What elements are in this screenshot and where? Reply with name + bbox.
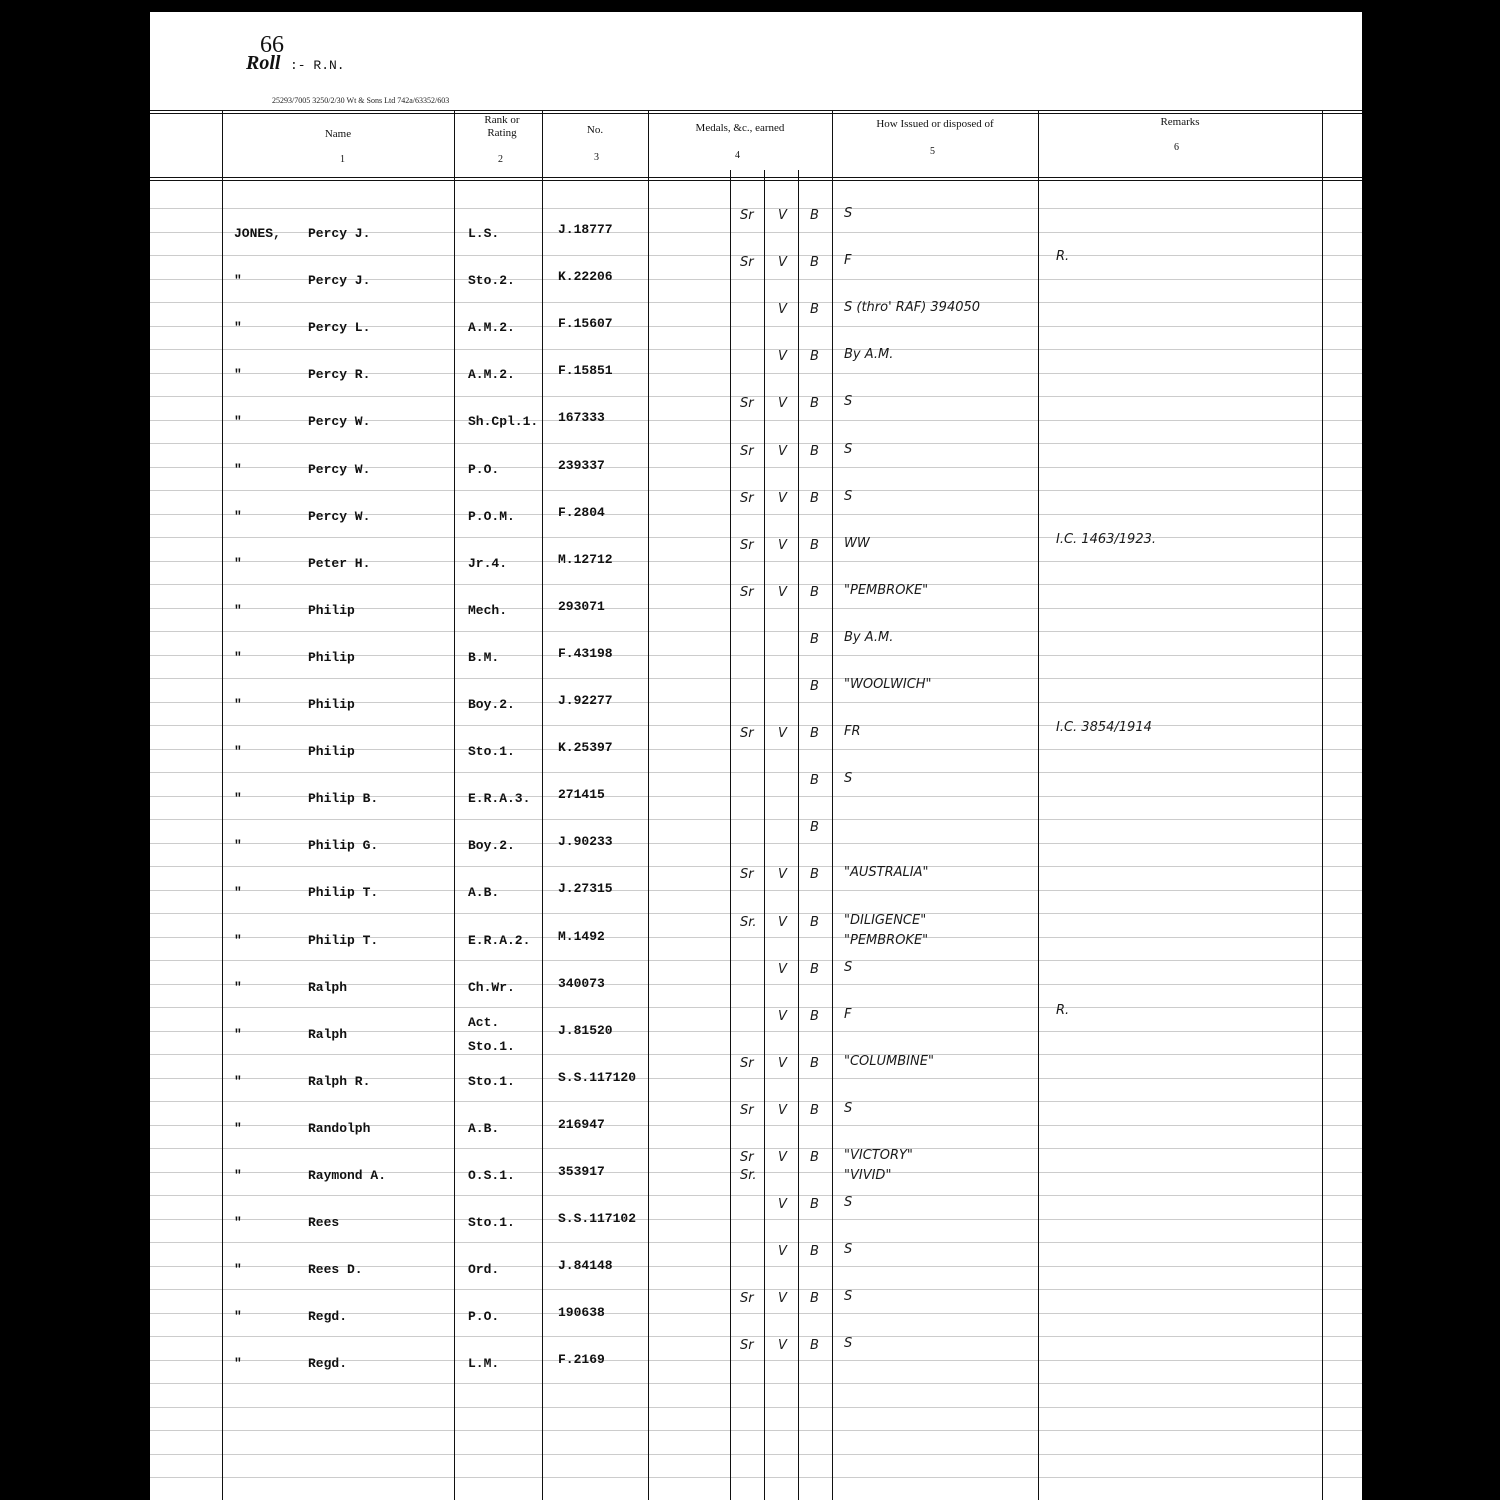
- column-number-remarks: 6: [1174, 142, 1179, 153]
- victory-medal-mark: V: [778, 1244, 787, 1259]
- surname-cell: ": [234, 744, 242, 759]
- issued-cell: F: [844, 1007, 852, 1022]
- column-header-remarks: Remarks: [1160, 116, 1200, 128]
- roll-suffix: :- R.N.: [290, 58, 345, 73]
- victory-medal-mark: V: [778, 491, 787, 506]
- victory-medal-mark: V: [778, 1056, 787, 1071]
- forename-cell: Percy R.: [308, 367, 371, 382]
- rank-cell: A.B.: [468, 1121, 500, 1136]
- victory-medal-mark: V: [778, 726, 787, 741]
- service-number-cell: 190638: [558, 1305, 605, 1320]
- surname-cell: ": [234, 1356, 242, 1371]
- forename-cell: Percy J.: [308, 226, 371, 241]
- forename-cell: Ralph: [308, 980, 348, 995]
- print-reference: 25293/7005 3250/2/30 Wt & Sons Ltd 742a/63352/603: [272, 96, 450, 105]
- surname-cell: ": [234, 320, 242, 335]
- forename-cell: Rees D.: [308, 1262, 363, 1277]
- victory-medal-mark: V: [778, 915, 787, 930]
- rank-cell: A.B.: [468, 885, 500, 900]
- star-medal-mark: Sr: [740, 1338, 754, 1353]
- british-medal-mark: B: [810, 396, 819, 411]
- british-medal-mark: B: [810, 1197, 819, 1212]
- roll-row: [150, 1101, 1362, 1155]
- remarks-cell: I.C. 3854/1914: [1056, 720, 1152, 735]
- british-medal-mark: B: [810, 1009, 819, 1024]
- service-number-cell: F.2804: [558, 505, 605, 520]
- star-medal-mark: Sr: [740, 1291, 754, 1306]
- service-number-cell: 239337: [558, 458, 605, 473]
- surname-cell: ": [234, 462, 242, 477]
- service-number-cell: 293071: [558, 599, 605, 614]
- roll-sheet: [150, 12, 1362, 1500]
- forename-cell: Philip: [308, 697, 355, 712]
- service-number-cell: 340073: [558, 976, 605, 991]
- roll-row: [150, 1003, 1362, 1061]
- forename-cell: Ralph R.: [308, 1074, 371, 1089]
- star-medal-mark: Sr: [740, 255, 754, 270]
- remarks-cell: R.: [1056, 249, 1070, 264]
- issued-cell: S: [844, 489, 853, 504]
- british-medal-mark: B: [810, 867, 819, 882]
- star-medal-mark: Sr.: [740, 915, 757, 930]
- issued-cell: By A.M.: [844, 630, 894, 645]
- roll-row: [150, 820, 1362, 872]
- remarks-cell: R.: [1056, 1003, 1070, 1018]
- roll-row: [150, 532, 1362, 590]
- forename-cell: Philip T.: [308, 885, 379, 900]
- roll-row: [150, 489, 1362, 543]
- page-number: 66: [260, 32, 284, 58]
- victory-medal-mark: V: [778, 1150, 787, 1165]
- british-medal-mark: B: [810, 1244, 819, 1259]
- rank-cell: Boy.2.: [468, 838, 515, 853]
- service-number-cell: S.S.117102: [558, 1211, 637, 1226]
- rank-cell: Sto.1.: [468, 1215, 515, 1230]
- forename-cell: Raymond A.: [308, 1168, 387, 1183]
- forename-cell: Philip T.: [308, 933, 379, 948]
- rank-cell: Sto.2.: [468, 273, 515, 288]
- british-medal-mark: B: [810, 585, 819, 600]
- star-medal-mark: Sr: [740, 538, 754, 553]
- rank-cell: E.R.A.2.: [468, 933, 531, 948]
- star-medal-mark: Sr: [740, 726, 754, 741]
- british-medal-mark: B: [810, 679, 819, 694]
- british-medal-mark: B: [810, 915, 819, 930]
- issued-cell: S: [844, 1242, 853, 1257]
- victory-medal-mark: V: [778, 962, 787, 977]
- issued-cell: S: [844, 394, 853, 409]
- rank-cell: L.M.: [468, 1356, 500, 1371]
- surname-cell: ": [234, 697, 242, 712]
- service-number-cell: J.27315: [558, 881, 613, 896]
- issued-cell: "COLUMBINE": [844, 1054, 934, 1069]
- service-number-cell: M.1492: [558, 929, 605, 944]
- victory-medal-mark: V: [778, 1338, 787, 1353]
- surname-cell: ": [234, 603, 242, 618]
- issued-cell: "WOOLWICH": [844, 677, 932, 692]
- british-medal-mark: B: [810, 444, 819, 459]
- service-number-cell: F.2169: [558, 1352, 605, 1367]
- rank-cell: A.M.2.: [468, 320, 515, 335]
- issued-cell: F: [844, 253, 852, 268]
- surname-cell: ": [234, 980, 242, 995]
- service-number-cell: M.12712: [558, 552, 613, 567]
- remarks-cell: I.C. 1463/1923.: [1056, 532, 1156, 547]
- victory-medal-mark: V: [778, 208, 787, 223]
- victory-medal-mark: V: [778, 538, 787, 553]
- service-number-cell: 216947: [558, 1117, 605, 1132]
- roll-row: [150, 1148, 1362, 1202]
- rank-cell: Sh.Cpl.1.: [468, 414, 539, 429]
- issued-cell: "AUSTRALIA": [844, 865, 929, 880]
- column-header-issued: How Issued or disposed of: [876, 118, 994, 130]
- column-header-rank: Rank or Rating: [484, 114, 520, 139]
- victory-medal-mark: V: [778, 349, 787, 364]
- rank-cell: Boy.2.: [468, 697, 515, 712]
- british-medal-mark: B: [810, 1103, 819, 1118]
- surname-cell: ": [234, 1121, 242, 1136]
- issued-cell: S: [844, 1289, 853, 1304]
- issued-cell: S: [844, 771, 853, 786]
- surname-cell: ": [234, 414, 242, 429]
- service-number-cell: K.25397: [558, 740, 613, 755]
- service-number-cell: J.81520: [558, 1023, 613, 1038]
- issued-cell: By A.M.: [844, 347, 894, 362]
- roll-row: [150, 583, 1362, 637]
- service-number-cell: F.43198: [558, 646, 613, 661]
- service-number-cell: J.18777: [558, 222, 613, 237]
- forename-cell: Regd.: [308, 1309, 348, 1324]
- british-medal-mark: B: [810, 820, 819, 835]
- service-number-cell: K.22206: [558, 269, 613, 284]
- issued-cell: S: [844, 1195, 853, 1210]
- rank-cell: A.M.2.: [468, 367, 515, 382]
- service-number-cell: J.84148: [558, 1258, 613, 1273]
- surname-cell: ": [234, 650, 242, 665]
- victory-medal-mark: V: [778, 1197, 787, 1212]
- forename-cell: Ralph: [308, 1027, 348, 1042]
- roll-row: [150, 249, 1362, 307]
- surname-cell: ": [234, 1215, 242, 1230]
- victory-medal-mark: V: [778, 302, 787, 317]
- column-number-name: 1: [340, 154, 345, 165]
- issued-cell: S: [844, 1101, 853, 1116]
- roll-row: [150, 630, 1362, 684]
- roll-row: [150, 347, 1362, 401]
- issued-cell: S: [844, 1336, 853, 1351]
- victory-medal-mark: V: [778, 867, 787, 882]
- british-medal-mark: B: [810, 1056, 819, 1071]
- star-medal-mark: Sr: [740, 396, 754, 411]
- surname-cell: ": [234, 556, 242, 571]
- forename-cell: Percy L.: [308, 320, 371, 335]
- issued-cell: "VICTORY": [844, 1148, 913, 1163]
- victory-medal-mark: V: [778, 1009, 787, 1024]
- surname-cell: JONES,: [234, 226, 281, 241]
- column-number-number: 3: [594, 152, 599, 163]
- british-medal-mark: B: [810, 349, 819, 364]
- issued-cell: FR: [844, 724, 861, 739]
- forename-cell: Regd.: [308, 1356, 348, 1371]
- service-number-cell: 271415: [558, 787, 605, 802]
- roll-row: [150, 206, 1362, 260]
- rank-cell: Act.: [468, 1015, 500, 1030]
- british-medal-mark: B: [810, 208, 819, 223]
- forename-cell: Philip: [308, 603, 355, 618]
- forename-cell: Philip: [308, 650, 355, 665]
- rank-cell-line2: Sto.1.: [468, 1039, 515, 1054]
- forename-cell: Randolph: [308, 1121, 371, 1136]
- victory-medal-mark: V: [778, 255, 787, 270]
- roll-row: [150, 442, 1362, 496]
- service-number-cell: F.15607: [558, 316, 613, 331]
- service-number-cell: J.90233: [558, 834, 613, 849]
- surname-cell: ": [234, 509, 242, 524]
- british-medal-mark: B: [810, 491, 819, 506]
- roll-row: [150, 865, 1362, 919]
- rank-cell: Ch.Wr.: [468, 980, 515, 995]
- service-number-cell: 167333: [558, 410, 605, 425]
- column-header-number: No.: [586, 124, 604, 136]
- forename-cell: Philip B.: [308, 791, 379, 806]
- roll-title: Roll: [246, 52, 281, 74]
- british-medal-mark: B: [810, 1338, 819, 1353]
- star-medal-mark: Sr: [740, 444, 754, 459]
- forename-cell: Philip G.: [308, 838, 379, 853]
- rank-cell: L.S.: [468, 226, 500, 241]
- surname-cell: ": [234, 885, 242, 900]
- column-number-medals: 4: [735, 150, 740, 161]
- column-number-rank: 2: [498, 154, 503, 165]
- issued-cell: S (thro' RAF) 394050: [844, 300, 981, 315]
- victory-medal-mark: V: [778, 444, 787, 459]
- forename-cell: Peter H.: [308, 556, 371, 571]
- roll-row: [150, 1336, 1362, 1390]
- column-number-issued: 5: [930, 146, 935, 157]
- roll-row: [150, 1242, 1362, 1296]
- british-medal-mark: B: [810, 538, 819, 553]
- issued-cell-line2: "PEMBROKE": [844, 933, 929, 948]
- star-medal-mark: Sr: [740, 1150, 754, 1165]
- roll-row: [150, 720, 1362, 778]
- victory-medal-mark: V: [778, 1291, 787, 1306]
- roll-row: [150, 913, 1362, 967]
- british-medal-mark: B: [810, 726, 819, 741]
- star-medal-mark: Sr: [740, 491, 754, 506]
- forename-cell: Philip: [308, 744, 355, 759]
- rank-cell: O.S.1.: [468, 1168, 515, 1183]
- surname-cell: ": [234, 838, 242, 853]
- roll-row: [150, 960, 1362, 1014]
- forename-cell: Percy W.: [308, 414, 371, 429]
- british-medal-mark: B: [810, 302, 819, 317]
- british-medal-mark: B: [810, 773, 819, 788]
- surname-cell: ": [234, 367, 242, 382]
- service-number-cell: 353917: [558, 1164, 605, 1179]
- forename-cell: Percy W.: [308, 509, 371, 524]
- issued-cell: WW: [844, 536, 870, 551]
- surname-cell: ": [234, 791, 242, 806]
- star-medal-mark: Sr: [740, 208, 754, 223]
- roll-row: [150, 1195, 1362, 1249]
- roll-row: [150, 1054, 1362, 1108]
- rank-cell: B.M.: [468, 650, 500, 665]
- surname-cell: ": [234, 933, 242, 948]
- roll-row: [150, 394, 1362, 448]
- rank-cell: Mech.: [468, 603, 508, 618]
- rank-cell: Ord.: [468, 1262, 500, 1277]
- roll-row: [150, 677, 1362, 731]
- british-medal-mark: B: [810, 1291, 819, 1306]
- victory-medal-mark: V: [778, 585, 787, 600]
- british-medal-mark: B: [810, 1150, 819, 1165]
- rank-cell: Jr.4.: [468, 556, 508, 571]
- surname-cell: ": [234, 1262, 242, 1277]
- rank-cell: P.O.: [468, 1309, 500, 1324]
- roll-row: [150, 771, 1362, 825]
- surname-cell: ": [234, 1168, 242, 1183]
- service-number-cell: S.S.117120: [558, 1070, 637, 1085]
- surname-cell: ": [234, 1309, 242, 1324]
- british-medal-mark: B: [810, 632, 819, 647]
- forename-cell: Percy J.: [308, 273, 371, 288]
- surname-cell: ": [234, 1074, 242, 1089]
- rank-cell: E.R.A.3.: [468, 791, 531, 806]
- service-number-cell: F.15851: [558, 363, 613, 378]
- surname-cell: ": [234, 273, 242, 288]
- column-header-name: Name: [324, 128, 352, 140]
- issued-cell: S: [844, 960, 853, 975]
- roll-row: [150, 1289, 1362, 1343]
- issued-cell-line2: "VIVID": [844, 1168, 892, 1183]
- star-medal-mark-2: Sr.: [740, 1168, 757, 1183]
- rank-cell: P.O.M.: [468, 509, 515, 524]
- issued-cell: S: [844, 442, 853, 457]
- rank-cell: P.O.: [468, 462, 500, 477]
- victory-medal-mark: V: [778, 396, 787, 411]
- victory-medal-mark: V: [778, 1103, 787, 1118]
- british-medal-mark: B: [810, 255, 819, 270]
- star-medal-mark: Sr: [740, 1056, 754, 1071]
- service-number-cell: J.92277: [558, 693, 613, 708]
- star-medal-mark: Sr: [740, 1103, 754, 1118]
- issued-cell: S: [844, 206, 853, 221]
- rank-cell: Sto.1.: [468, 744, 515, 759]
- british-medal-mark: B: [810, 962, 819, 977]
- star-medal-mark: Sr: [740, 867, 754, 882]
- surname-cell: ": [234, 1027, 242, 1042]
- star-medal-mark: Sr: [740, 585, 754, 600]
- column-header-medals: Medals, &c., earned: [695, 122, 785, 134]
- rank-cell: Sto.1.: [468, 1074, 515, 1089]
- forename-cell: Percy W.: [308, 462, 371, 477]
- forename-cell: Rees: [308, 1215, 340, 1230]
- issued-cell: "PEMBROKE": [844, 583, 929, 598]
- issued-cell: "DILIGENCE": [844, 913, 927, 928]
- roll-row: [150, 300, 1362, 354]
